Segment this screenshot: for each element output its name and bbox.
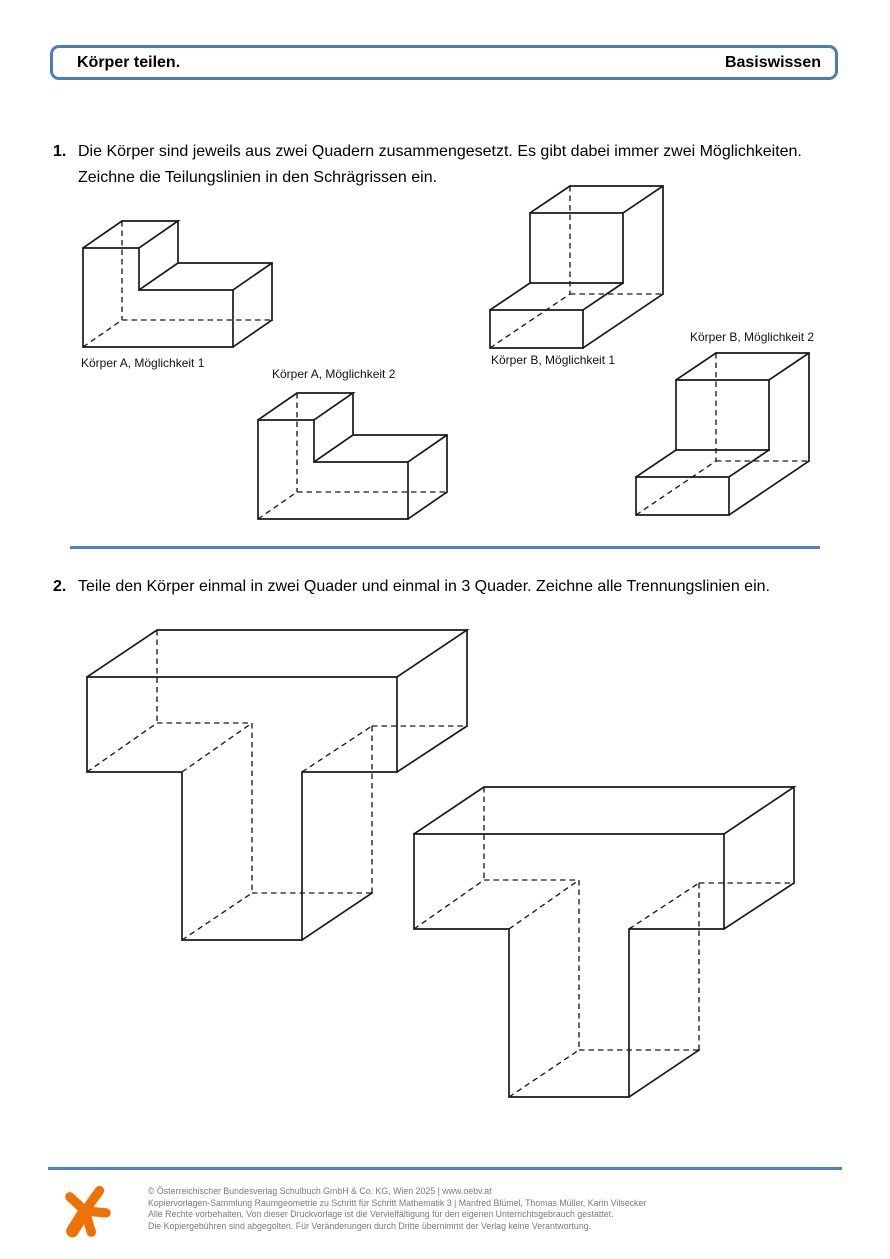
figure-koerper-b-moeglichkeit-2 [636, 353, 809, 515]
figure-koerper-b-moeglichkeit-1 [490, 186, 663, 348]
level-badge: Basiswissen [724, 53, 821, 71]
task-1-number: 1. [53, 143, 67, 160]
figure-label-b2: Körper B, Möglichkeit 2 [690, 330, 815, 344]
figure-t-solid-1 [87, 630, 467, 940]
footer-line-3: Alle Rechte vorbehalten. Von dieser Druckvorlage ist die Vervielfältigung für den eigenen Unterrichtsgebrauch gestattet. [148, 1209, 614, 1220]
page-title: Körper teilen. [77, 53, 181, 71]
figure-label-a2: Körper A, Möglichkeit 2 [272, 367, 396, 381]
oebv-asterisk-logo-icon [62, 1186, 112, 1240]
header-box [50, 45, 838, 80]
footer-copyright [148, 1186, 646, 1232]
task-2-number: 2. [53, 578, 67, 595]
footer-divider [48, 1167, 842, 1170]
figure-koerper-a-moeglichkeit-2 [258, 393, 447, 519]
section-divider [70, 546, 820, 549]
task-2-instruction: Teile den Körper einmal in zwei Quader und einmal in 3 Quader. Zeichne alle Trennungslinien ein. [78, 578, 770, 595]
figure-label-a1: Körper A, Möglichkeit 1 [81, 356, 205, 370]
figure-t-solid-2 [414, 787, 794, 1097]
footer-line-1: © Österreichischer Bundesverlag Schulbuch GmbH & Co. KG, Wien 2025 | www.oebv.at [148, 1186, 492, 1196]
footer-line-4: Die Kopiergebühren sind abgegolten. Für Veränderungen durch Dritte übernimmt der Verlag keine Verantwortung. [148, 1220, 592, 1231]
footer-line-2: Kopiervorlagen-Sammlung Raumgeometrie zu Schritt für Schritt Mathematik 3 | Manfred Blümel, Thomas Müller, Karin Vilsecker [148, 1197, 647, 1208]
figure-koerper-a-moeglichkeit-1 [83, 221, 272, 347]
task-1-instruction: Die Körper sind jeweils aus zwei Quadern zusammengesetzt. Es gibt dabei immer zwei Möglichkeiten. Zeichne die Teilungslinien in den Schrägrissen ein. [78, 143, 802, 186]
figure-label-b1: Körper B, Möglichkeit 1 [491, 353, 616, 367]
